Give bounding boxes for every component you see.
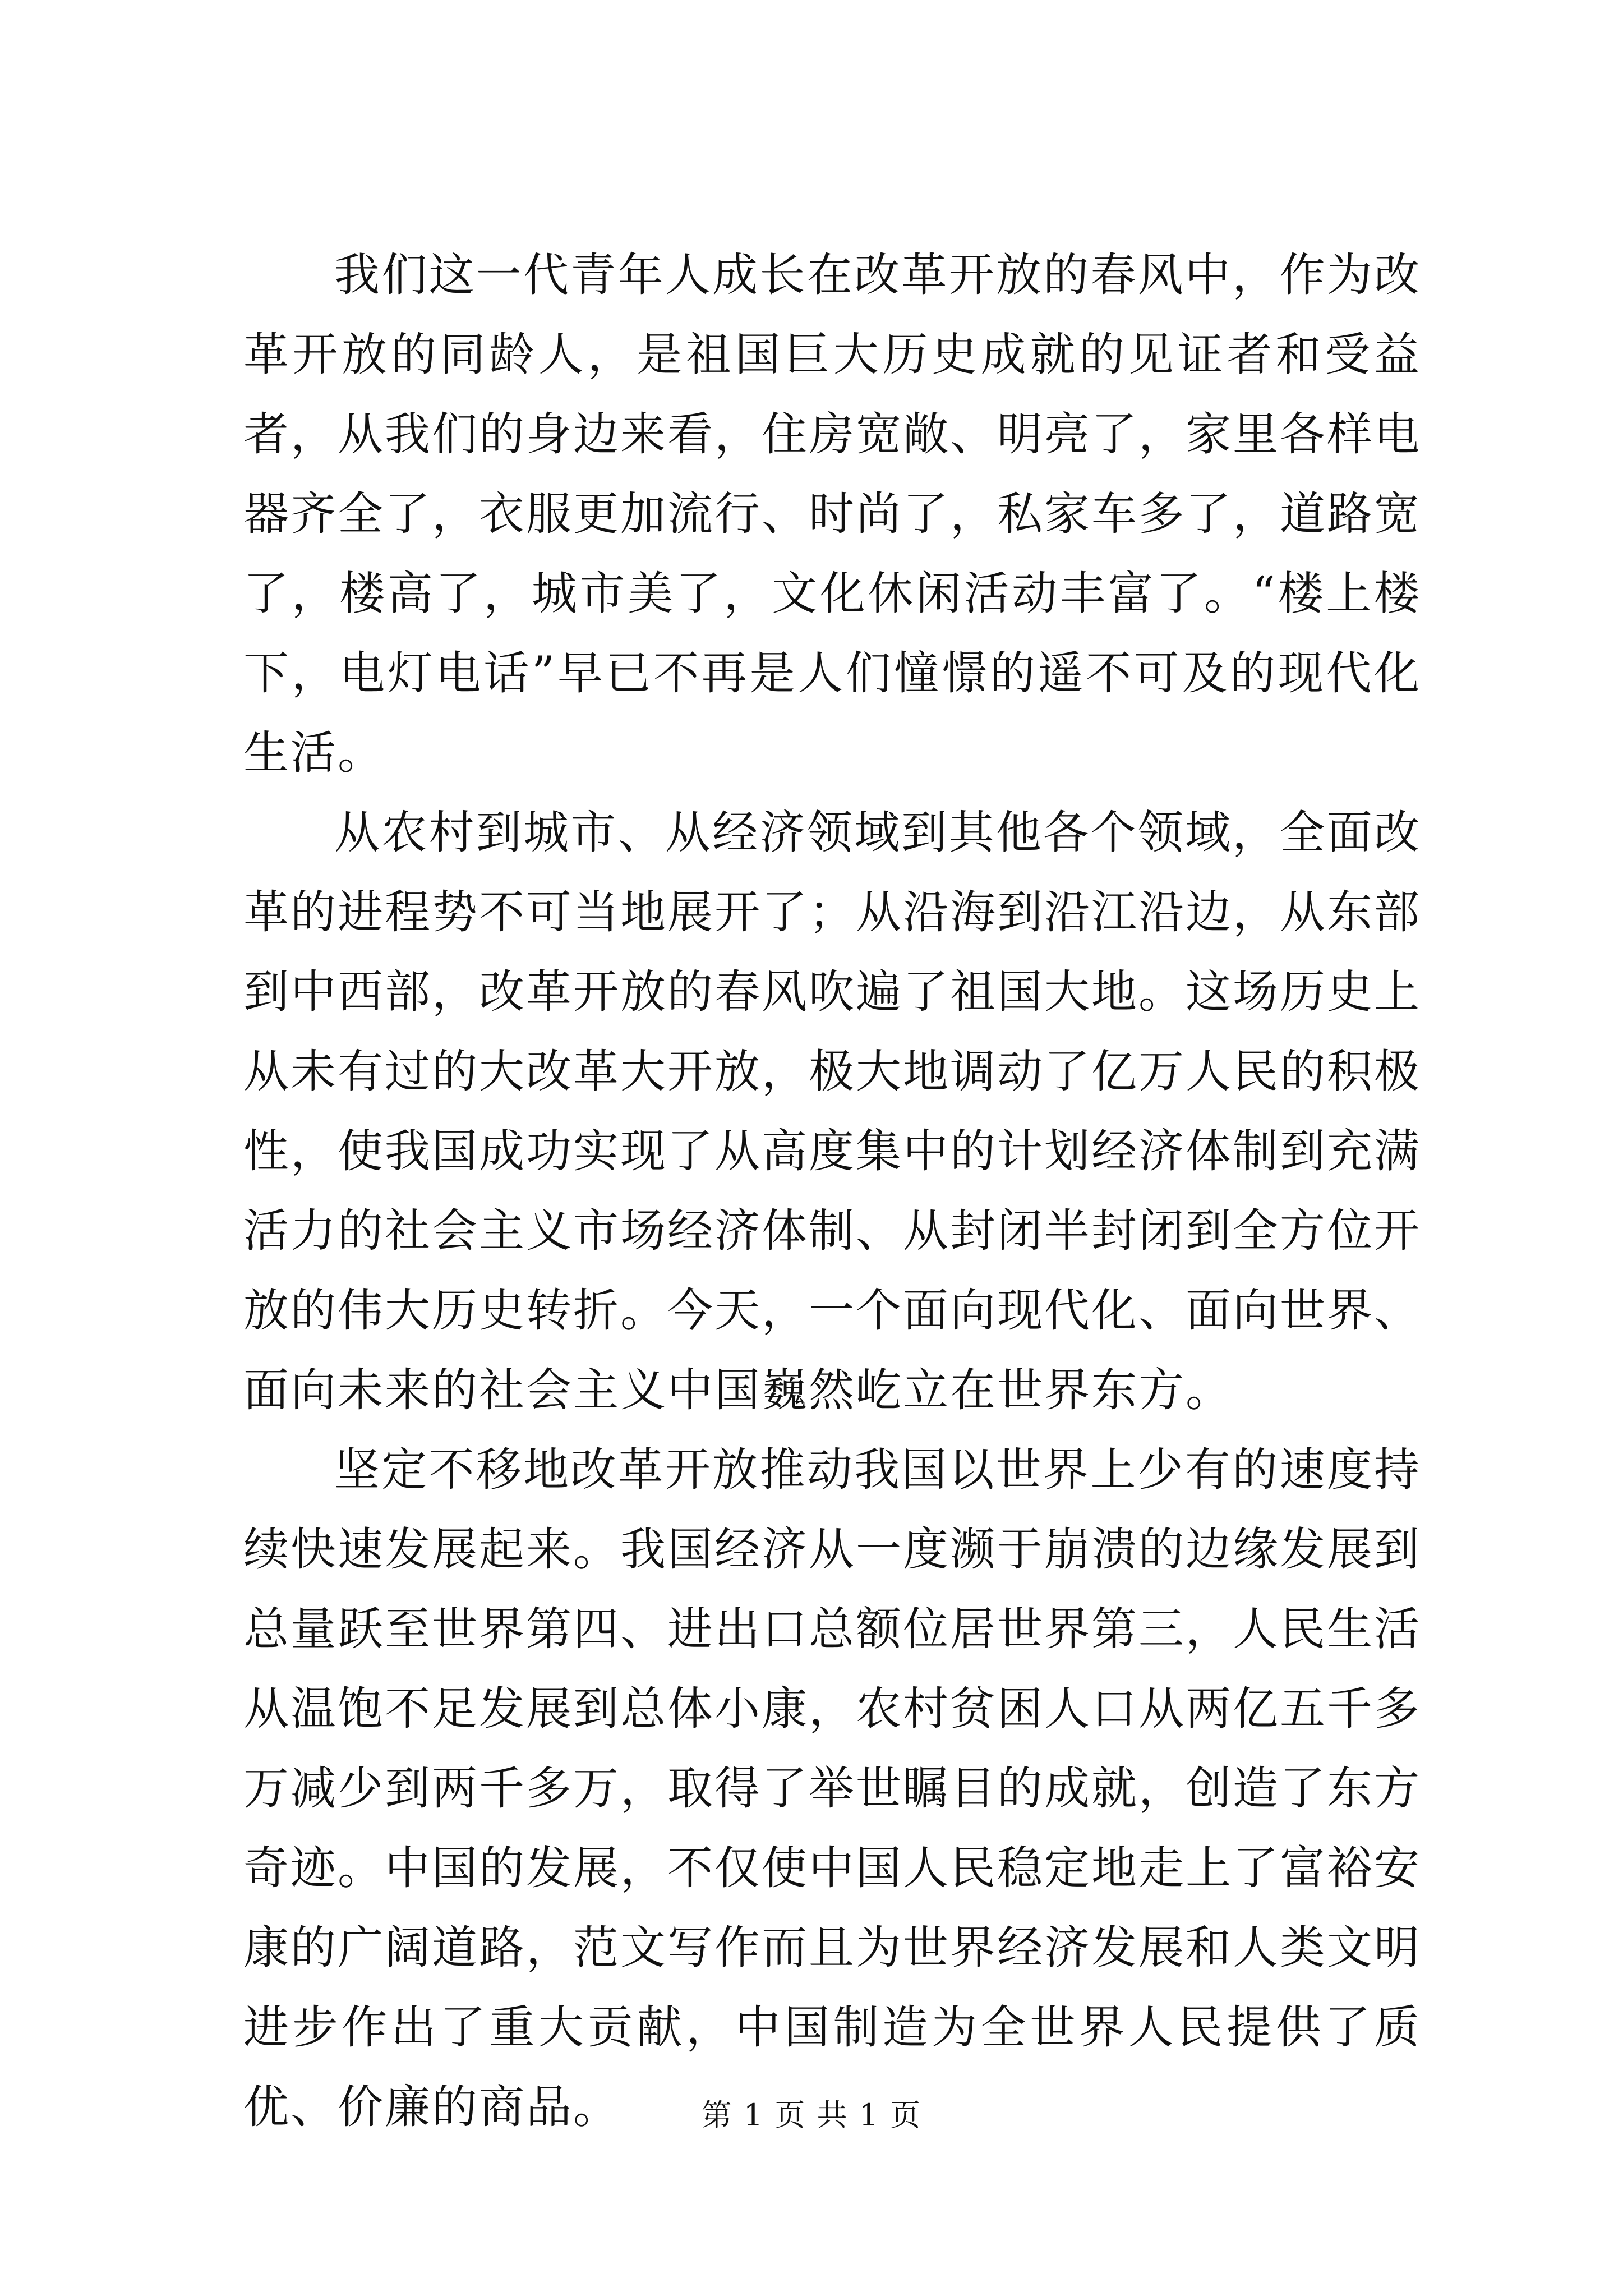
paragraph-2: 从农村到城市、从经济领域到其他各个领域，全面改革的进程势不可当地展开了；从沿海到沿江沿边，从东部到中西部，改革开放的春风吹遍了祖国大地。这场历史上从未有过的大改革大开放，极大地调动了亿万人民的积极性，使我国成功实现了从高度集中的计划经济体制到充满活力的社会主义市场经济体制、从封闭半封闭到全方位开放的伟大历史转折。今天，一个面向现代化、面向世界、面向未来的社会主义中国巍然屹立在世界东方。 <box>243 807 1422 1417</box>
paragraph-1: 我们这一代青年人成长在改革开放的春风中，作为改革开放的同龄人，是祖国巨大历史成就的见证者和受益者，从我们的身边来看，住房宽敞、明亮了，家里各样电器齐全了，衣服更加流行、时尚了，私家车多了，道路宽了，楼高了，城市美了，文化休闲活动丰富了。“楼上楼下，电灯电话”早已不再是人们憧憬的遥不可及的现代化生活。 <box>243 249 1422 780</box>
document-body <box>243 236 1421 2147</box>
paragraph-3: 坚定不移地改革开放推动我国以世界上少有的速度持续快速发展起来。我国经济从一度濒于崩溃的边缘发展到总量跃至世界第四、进出口总额位居世界第三，人民生活从温饱不足发展到总体小康，农村贫困人口从两亿五千多万减少到两千多万，取得了举世瞩目的成就，创造了东方奇迹。中国的发展，不仅使中国人民稳定地走上了富裕安康的广阔道路，范文写作而且为世界经济发展和人类文明进步作出了重大贡献，中国制造为全世界人民提供了质优、价廉的商品。 <box>243 1444 1422 2134</box>
page-footer: 第 1 页 共 1 页 <box>701 2097 922 2133</box>
